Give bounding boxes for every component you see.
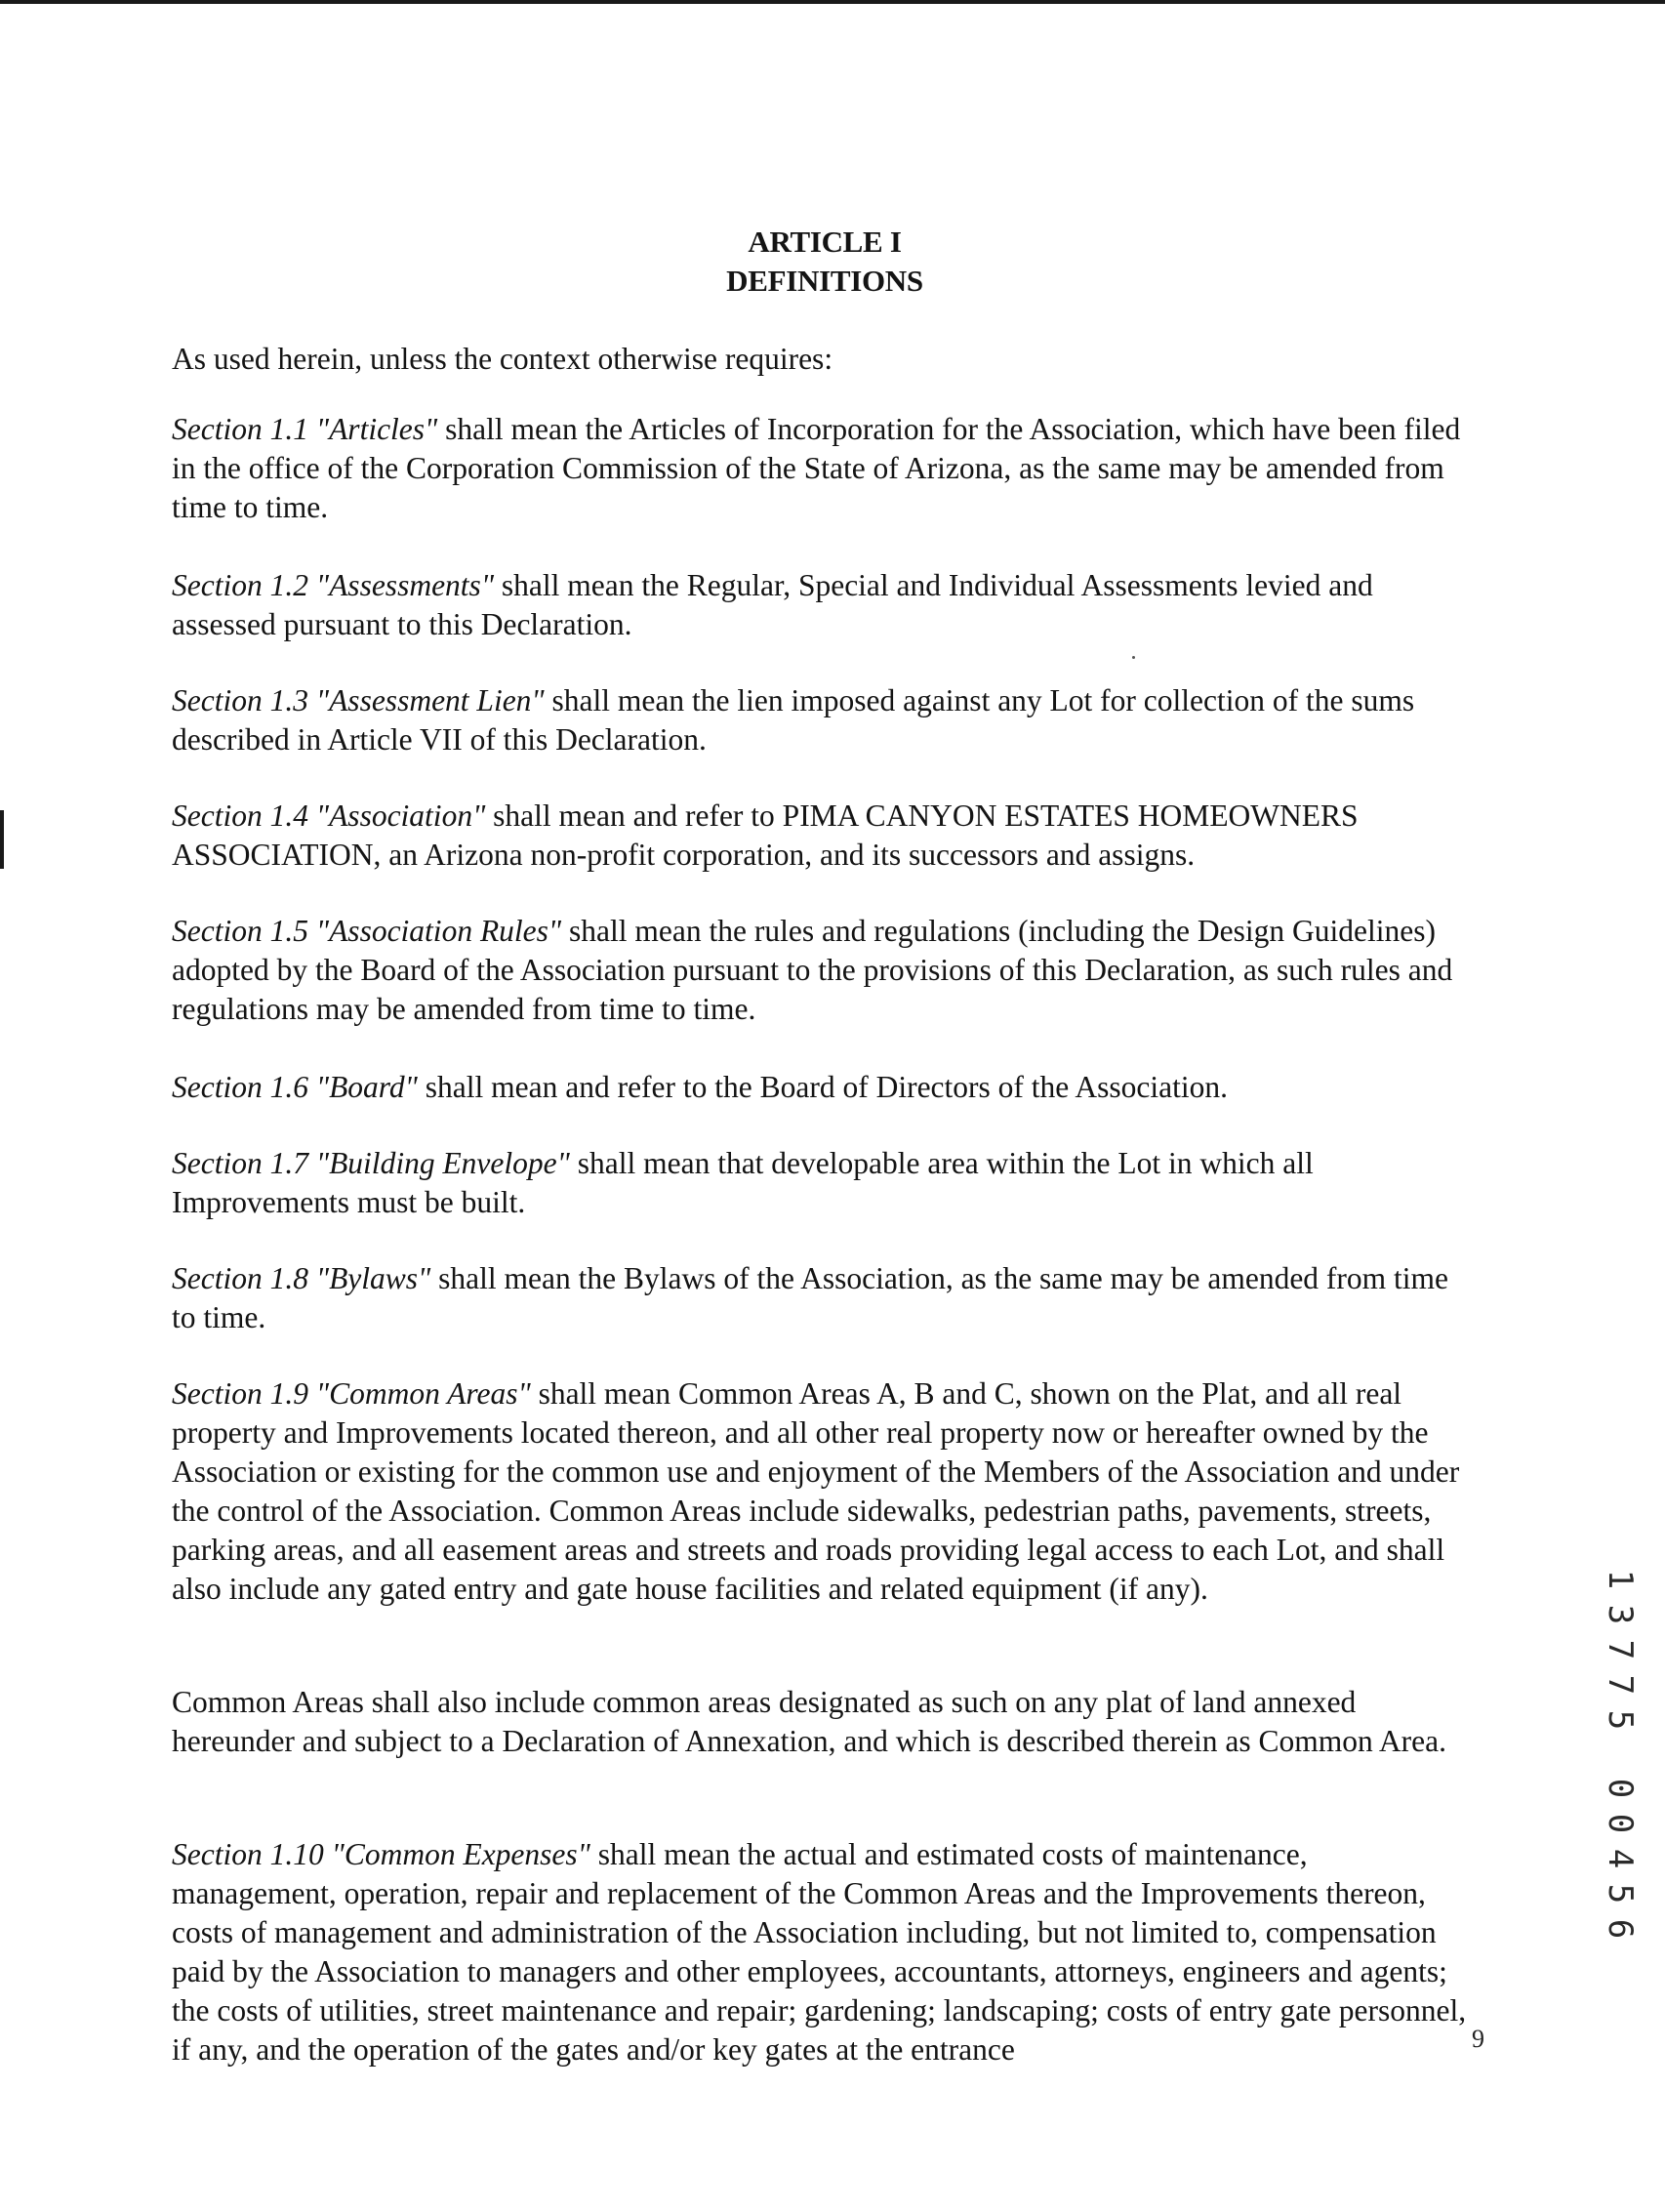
section-1-2 xyxy=(172,566,1480,644)
section-1-9 xyxy=(172,1374,1480,1609)
article-number: ARTICLE I xyxy=(748,225,902,259)
stamp-digit: 0 xyxy=(1601,1813,1640,1834)
common-areas-annex-paragraph xyxy=(172,1683,1480,1761)
stamp-digit: 0 xyxy=(1601,1778,1640,1799)
stamp-digit: 4 xyxy=(1601,1848,1640,1869)
section-label: Section 1.2 "Assessments" xyxy=(172,568,495,602)
scan-speck xyxy=(1132,656,1135,659)
section-text: shall mean the actual and estimated costs of maintenance, management, operation, repair and replacement of the Common Areas and the Improvements thereon, costs of management and administration of the Association including, but not limited to, compensation paid by the Association to managers and other employees, accountants, attorneys, engineers and agents; the costs of utilities, street maintenance and repair; gardening; landscaping; costs of entry gate personnel, if any, and the operation of the gates and/or key gates at the entrance xyxy=(172,1837,1467,2067)
section-label: Section 1.6 "Board" xyxy=(172,1070,418,1104)
recording-stamp xyxy=(1601,1562,1640,1946)
section-text: shall mean that developable area within the Lot in which all Improvements must be built. xyxy=(172,1146,1314,1219)
section-label: Section 1.7 "Building Envelope" xyxy=(172,1146,570,1180)
stamp-digit: 5 xyxy=(1601,1883,1640,1905)
section-1-4 xyxy=(172,797,1480,875)
section-1-3 xyxy=(172,681,1480,759)
stamp-digit: 7 xyxy=(1601,1674,1640,1696)
section-label: Section 1.3 "Assessment Lien" xyxy=(172,683,545,717)
section-1-10 xyxy=(172,1835,1480,2069)
article-title: DEFINITIONS xyxy=(726,264,923,298)
section-label: Section 1.4 "Association" xyxy=(172,799,486,833)
section-label: Section 1.1 "Articles" xyxy=(172,412,438,446)
section-text: shall mean Common Areas A, B and C, shown on the Plat, and all real property and Improvements located thereon, and all other real property now or hereafter owned by the Association or existing for the common use and enjoyment of the Members of the Association and under the control of the Association. Common Areas include sidewalks, pedestrian paths, pavements, streets, parking areas, and all easement areas and streets and roads providing legal access to each Lot, and shall also include any gated entry and gate house facilities and related equipment (if any). xyxy=(172,1376,1460,1606)
section-text: shall mean the Articles of Incorporation for the Association, which have been filed in the office of the Corporation Commission of the State of Arizona, as the same may be amended from time to time. xyxy=(172,412,1461,524)
section-text: shall mean the Regular, Special and Individual Assessments levied and assessed pursuant to this Declaration. xyxy=(172,568,1373,641)
section-text: shall mean the rules and regulations (including the Design Guidelines) adopted by the Board of the Association pursuant to the provisions of this Declaration, as such rules and regulations may be amended from time to time. xyxy=(172,914,1453,1026)
section-label: Section 1.10 "Common Expenses" xyxy=(172,1837,590,1871)
section-1-6 xyxy=(172,1068,1480,1107)
stamp-digit: 3 xyxy=(1601,1604,1640,1625)
section-text: shall mean and refer to the Board of Directors of the Association. xyxy=(417,1070,1229,1104)
stamp-digit: 1 xyxy=(1601,1569,1640,1590)
section-1-7 xyxy=(172,1144,1480,1222)
section-label: Section 1.5 "Association Rules" xyxy=(172,914,562,948)
section-label: Section 1.8 "Bylaws" xyxy=(172,1261,431,1295)
stamp-digit: 7 xyxy=(1601,1639,1640,1660)
section-text: shall mean the lien imposed against any Lot for collection of the sums described in Article VII of this Declaration. xyxy=(172,683,1415,757)
section-1-8 xyxy=(172,1259,1480,1337)
section-text: Common Areas shall also include common areas designated as such on any plat of land annexed hereunder and subject to a Declaration of Annexation, and which is described therein as Common Area. xyxy=(172,1685,1446,1758)
section-1-5 xyxy=(172,912,1480,1029)
section-1-1 xyxy=(172,410,1480,527)
intro-paragraph: As used herein, unless the context otherwise requires: xyxy=(172,342,833,376)
scan-left-mark xyxy=(0,810,4,869)
stamp-digit: 6 xyxy=(1601,1918,1640,1940)
scan-top-border xyxy=(0,0,1665,4)
section-label: Section 1.9 "Common Areas" xyxy=(172,1376,531,1411)
stamp-digit: 5 xyxy=(1601,1709,1640,1731)
section-text: shall mean the Bylaws of the Association, as the same may be amended from time to time. xyxy=(172,1261,1449,1334)
section-text: shall mean and refer to PIMA CANYON ESTATES HOMEOWNERS ASSOCIATION, an Arizona non-profit corporation, and its successors and assigns. xyxy=(172,799,1359,872)
page-number: 9 xyxy=(1472,2025,1484,2053)
